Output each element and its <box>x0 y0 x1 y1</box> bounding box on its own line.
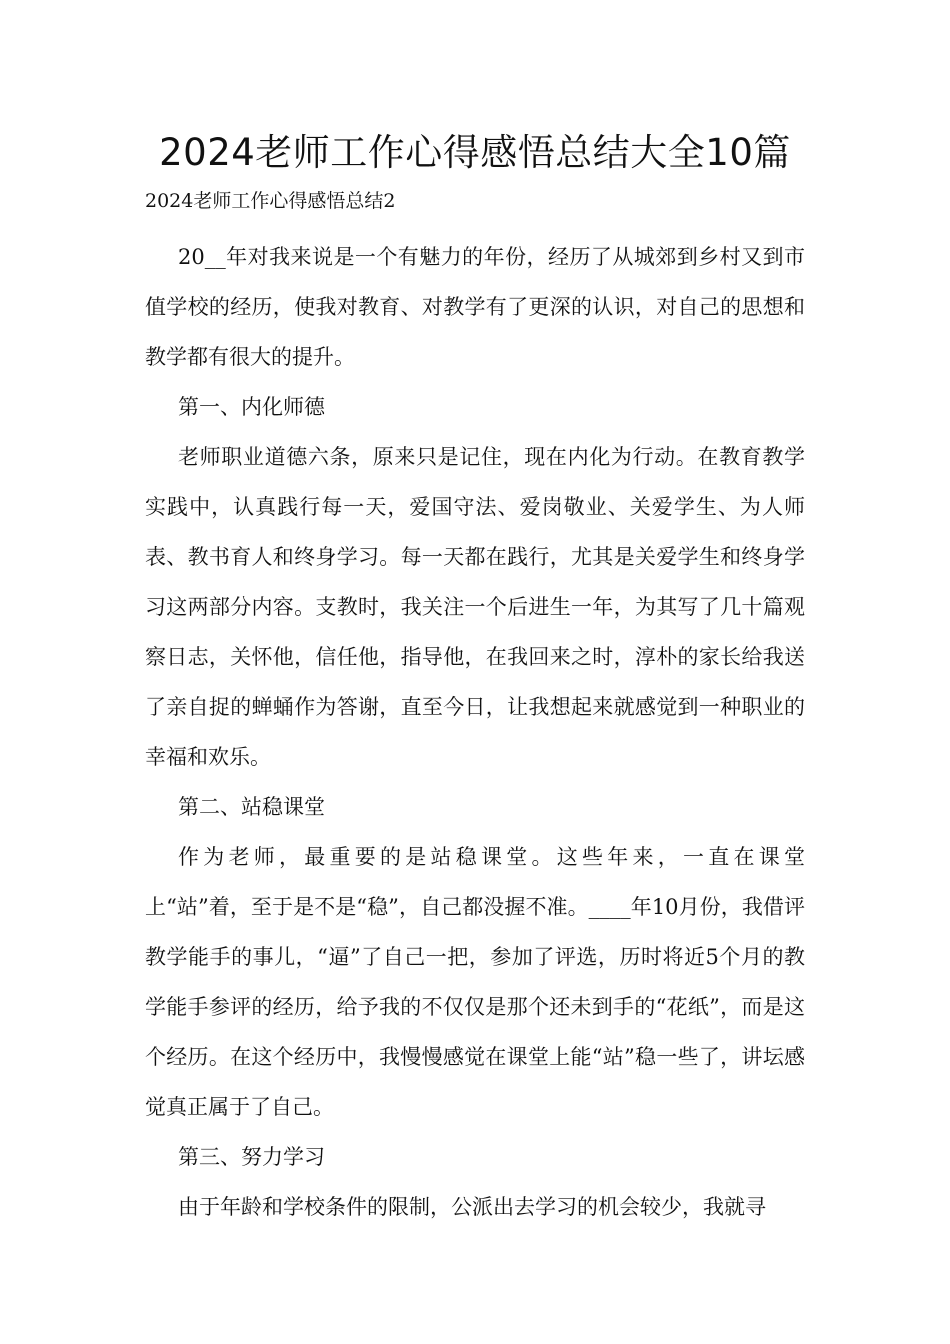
section-heading-2: 第二、站稳课堂 <box>178 795 325 819</box>
paragraph-ethics: 老师职业道德六条，原来只是记住，现在内化为行动。在教育教学实践中，认真践行每一天，爱国守法、爱岗敬业、关爱学生、为人师表、教书育人和终身学习。每一天都在践行，尤其是关爱学生和终身学习这两部分内容。支教时，我关注一个后进生一年，为其写了几十篇观察日志，关怀他，信任他，指导他，在我回来之时，淳朴的家长给我送了亲自捉的蝉蛹作为答谢，直至今日，让我想起来就感觉到一种职业的幸福和欢乐。 <box>145 445 805 769</box>
document-body <box>145 232 805 1232</box>
paragraph-classroom: 作为老师，最重要的是站稳课堂。这些年来，一直在课堂上“站”着，至于是不是“稳”，自己都没握不准。____年10月份，我借评教学能手的事儿，“逼”了自己一把，参加了评选，历时将近5个月的教学能手参评的经历，给予我的不仅仅是那个还未到手的“花纸”，而是这个经历。在这个经历中，我慢慢感觉在课堂上能“站”稳一些了，讲坛感觉真正属于了自己。 <box>145 845 805 1119</box>
section-heading-1: 第一、内化师德 <box>178 395 325 419</box>
paragraph-learning: 由于年龄和学校条件的限制，公派出去学习的机会较少，我就寻 <box>178 1195 766 1219</box>
section-heading-3: 第三、努力学习 <box>178 1145 325 1169</box>
document-subtitle: 2024老师工作心得感悟总结2 <box>145 190 396 212</box>
paragraph-intro: 20__年对我来说是一个有魅力的年份，经历了从城郊到乡村又到市值学校的经历，使我对教育、对教学有了更深的认识，对自己的思想和教学都有很大的提升。 <box>145 245 805 369</box>
document-title: 2024老师工作心得感悟总结大全10篇 <box>159 131 791 174</box>
